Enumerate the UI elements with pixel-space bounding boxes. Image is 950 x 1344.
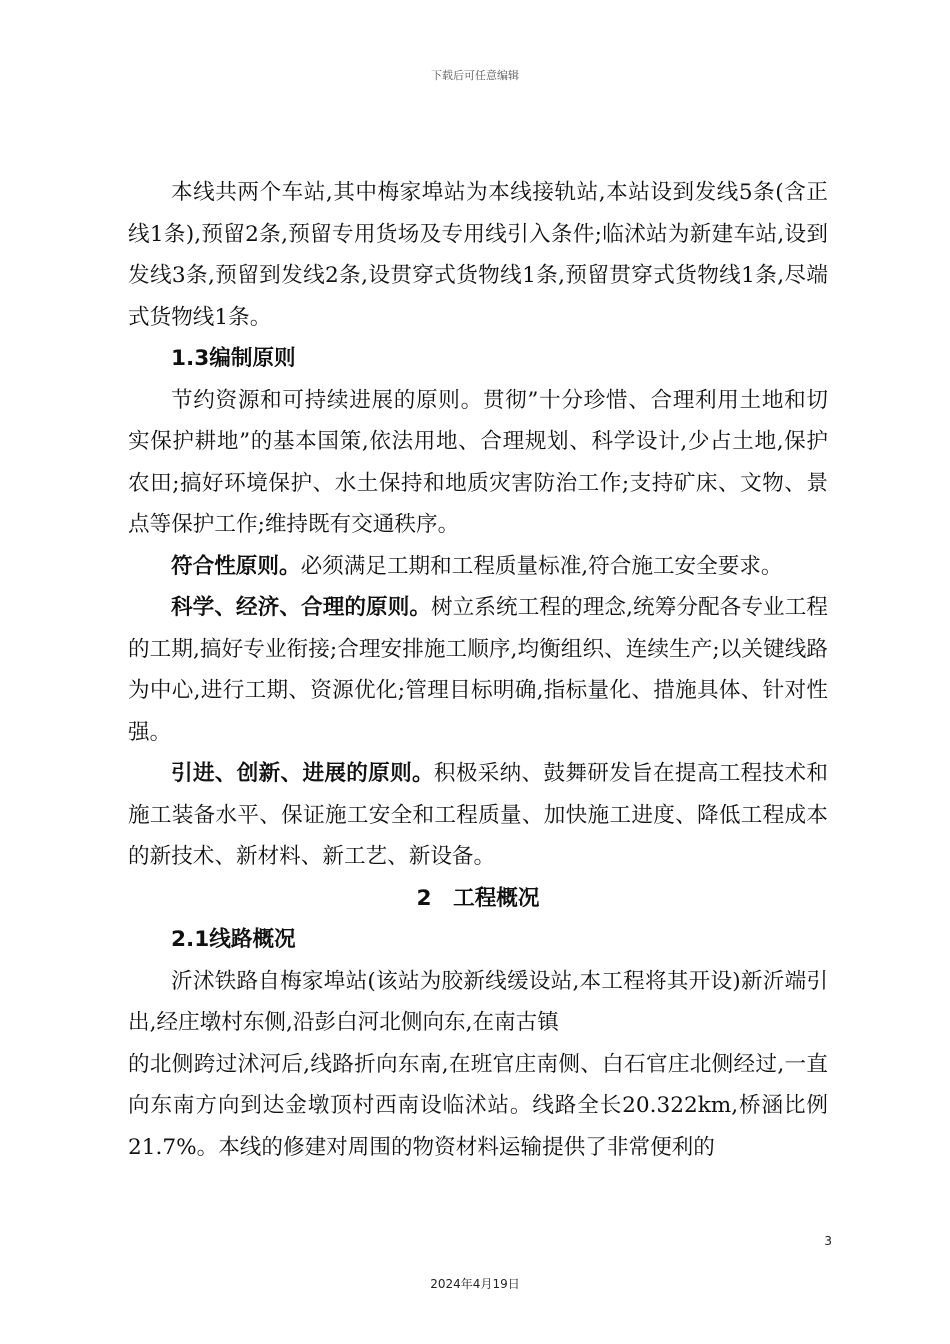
paragraph-route-part2: 的北侧跨过沭河后,线路折向东南,在班官庄南侧、白石官庄北侧经过,一直向东南方向到达金墩顶村西南设临沭站。线路全长20.322km,桥涵比例21.7%。本线的修建对周围的物资材料运输提供了非常便利的 <box>128 1051 828 1160</box>
paragraph-stations: 本线共两个车站,其中梅家埠站为本线接轨站,本站设到发线5条(含正线1条),预留2条,预留专用货场及专用线引入条件;临沭站为新建车站,设到发线3条,预留到发线2条,设贯穿式货物线1条,预留贯穿式货物线1条,尽端式货物线1条。 <box>128 180 828 330</box>
document-body <box>128 172 828 1168</box>
paragraph-conformity-principle <box>128 546 828 588</box>
paragraph-resource-principle: 节约资源和可持续进展的原则。贯彻”十分珍惜、合理利用土地和切实保护耕地”的基本国策,依法用地、合理规划、科学设计,少占土地,保护农田;搞好环境保护、水土保持和地质灾害防治工作;支持矿床、文物、景点等保护工作;维持既有交通秩序。 <box>128 387 828 537</box>
principle-title-innovation: 引进、创新、进展的原则。 <box>171 761 434 786</box>
paragraph-science-principle <box>128 587 828 753</box>
paragraph-innovation-principle <box>128 753 828 878</box>
chapter-heading-2: 2 工程概况 <box>416 885 540 911</box>
page-header: 下载后可任意编辑 <box>431 69 519 82</box>
paragraph-route-part1: 沂沭铁路自梅家埠站(该站为胶新线缓设站,本工程将其开设)新沂端引出,经庄墩村东侧,沿彭白河北侧向东,在南古镇 <box>128 968 828 1035</box>
principle-title-science: 科学、经济、合理的原则。 <box>171 595 432 620</box>
principle-text-innovation: 积极采纳、鼓舞研发旨在提高工程技术和施工装备水平、保证施工安全和工程质量、加快施工进度、降低工程成本的新技术、新材料、新工艺、新设备。 <box>128 761 828 869</box>
section-heading-2-1: 2.1线路概况 <box>171 927 296 952</box>
principle-text-conformity: 必须满足工期和工程质量标准,符合施工安全要求。 <box>300 553 783 579</box>
footer-date: 2024年4月19日 <box>430 1277 520 1291</box>
principle-title-conformity: 符合性原则。 <box>171 553 301 579</box>
principle-text-science: 树立系统工程的理念,统筹分配各专业工程的工期,搞好专业衔接;合理安排施工顺序,均衡组织、连续生产;以关键线路为中心,进行工期、资源优化;管理目标明确,指标量化、措施具体、针对性强。 <box>128 595 828 745</box>
page-number: 3 <box>824 1234 832 1248</box>
section-heading-1-3: 1.3编制原则 <box>171 346 296 371</box>
